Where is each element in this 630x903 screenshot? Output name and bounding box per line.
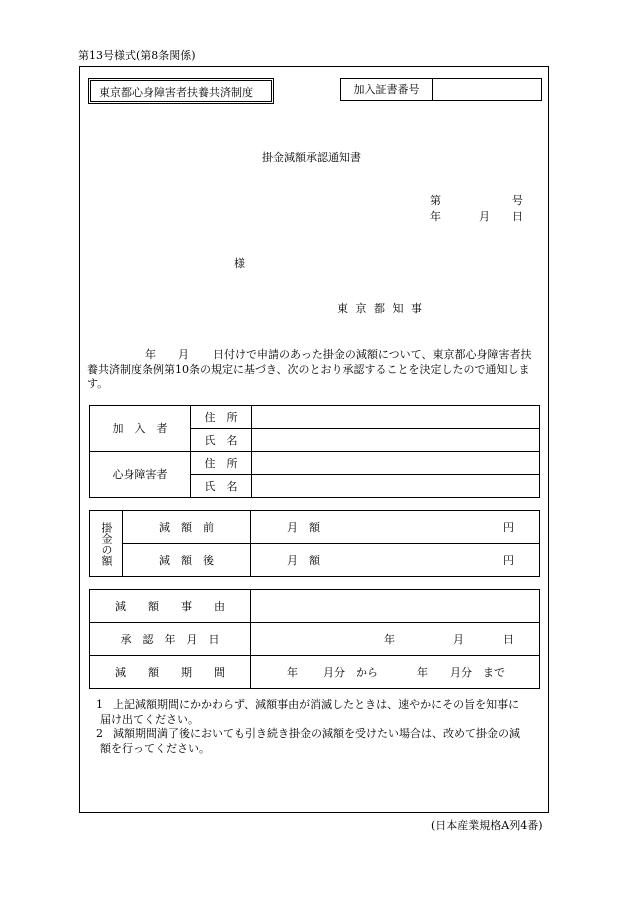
before-label: 減 額 前 [123,511,251,544]
disabled-name-field[interactable] [252,475,540,498]
reason-label: 減 額 事 由 [90,590,251,623]
before-monthly-label: 月 額 [287,521,320,534]
body-month: 月 [178,348,189,361]
disabled-address-field[interactable] [252,452,540,475]
body-line-1: 日付けで申請のあった掛金の減額について、東京都心身障害者扶 [213,348,532,361]
certificate-number-table [340,78,542,101]
document-title: 掛金減額承認通知書 [262,151,361,164]
member-name-label: 氏 名 [191,429,252,452]
parties-table [89,405,540,498]
body-line-3: す。 [87,377,109,390]
after-monthly-label: 月 額 [287,554,320,567]
note-1-number: 1 [96,698,103,711]
note-1-line-2: 届け出てください。 [100,713,199,726]
after-yen-unit: 円 [503,554,514,567]
date-day: 日 [512,210,523,223]
approval-month: 月 [453,633,464,646]
note-2-line-1: 減額期間満了後においても引き続き掛金の減額を受けたい場合は、改めて掛金の減 [113,727,520,740]
date-month: 月 [479,210,490,223]
doc-number-suffix: 号 [512,194,523,207]
program-name: 東京都心身障害者扶養共済制度 [99,86,253,99]
paper-size-footer: (日本産業規格A列4番) [431,819,543,832]
doc-number-prefix: 第 [430,194,441,207]
period-start-year: 年 [287,666,298,679]
period-field[interactable] [251,656,540,689]
cert-no-field[interactable] [433,79,542,101]
disabled-address-label: 住 所 [191,452,252,475]
form-number-label: 第13号様式(第8条関係) [78,49,196,62]
period-end-year: 年 [417,666,428,679]
recipient-suffix: 様 [234,257,245,270]
period-end-month: 月分 まで [450,666,505,679]
before-amount-field[interactable] [251,511,540,544]
member-name-field[interactable] [252,429,540,452]
disabled-name-label: 氏 名 [191,475,252,498]
period-start-month: 月分 から [323,666,378,679]
date-year: 年 [430,210,441,223]
premium-side-label: 掛金の額 [100,521,114,566]
premium-table [89,510,540,577]
member-address-label: 住 所 [191,406,252,429]
premium-side-label-cell [90,511,123,577]
note-2-line-2: 額を行ってください。 [100,742,210,755]
approval-year: 年 [384,633,395,646]
reason-field[interactable] [251,590,540,623]
cert-no-label: 加入証書番号 [341,79,433,101]
note-2-number: 2 [96,727,103,740]
issuer: 東 京 都 知 事 [337,302,422,315]
body-year: 年 [145,348,156,361]
after-label: 減 額 後 [123,544,251,577]
approval-date-label: 承 認 年 月 日 [90,623,251,656]
approval-day: 日 [503,633,514,646]
body-line-2: 養共済制度条例第10条の規定に基づき、次のとおり承認することを決定したので通知しま [87,363,530,376]
member-label: 加 入 者 [90,406,191,452]
program-name-box [88,78,274,104]
period-label: 減 額 期 間 [90,656,251,689]
disabled-person-label: 心身障害者 [90,452,191,498]
note-1-line-1: 上記減額期間にかかわらず、減額事由が消滅したときは、速やかにその旨を知事に [113,698,520,711]
approval-date-field[interactable] [251,623,540,656]
reduction-details-table [89,589,540,689]
member-address-field[interactable] [252,406,540,429]
before-yen-unit: 円 [503,521,514,534]
after-amount-field[interactable] [251,544,540,577]
